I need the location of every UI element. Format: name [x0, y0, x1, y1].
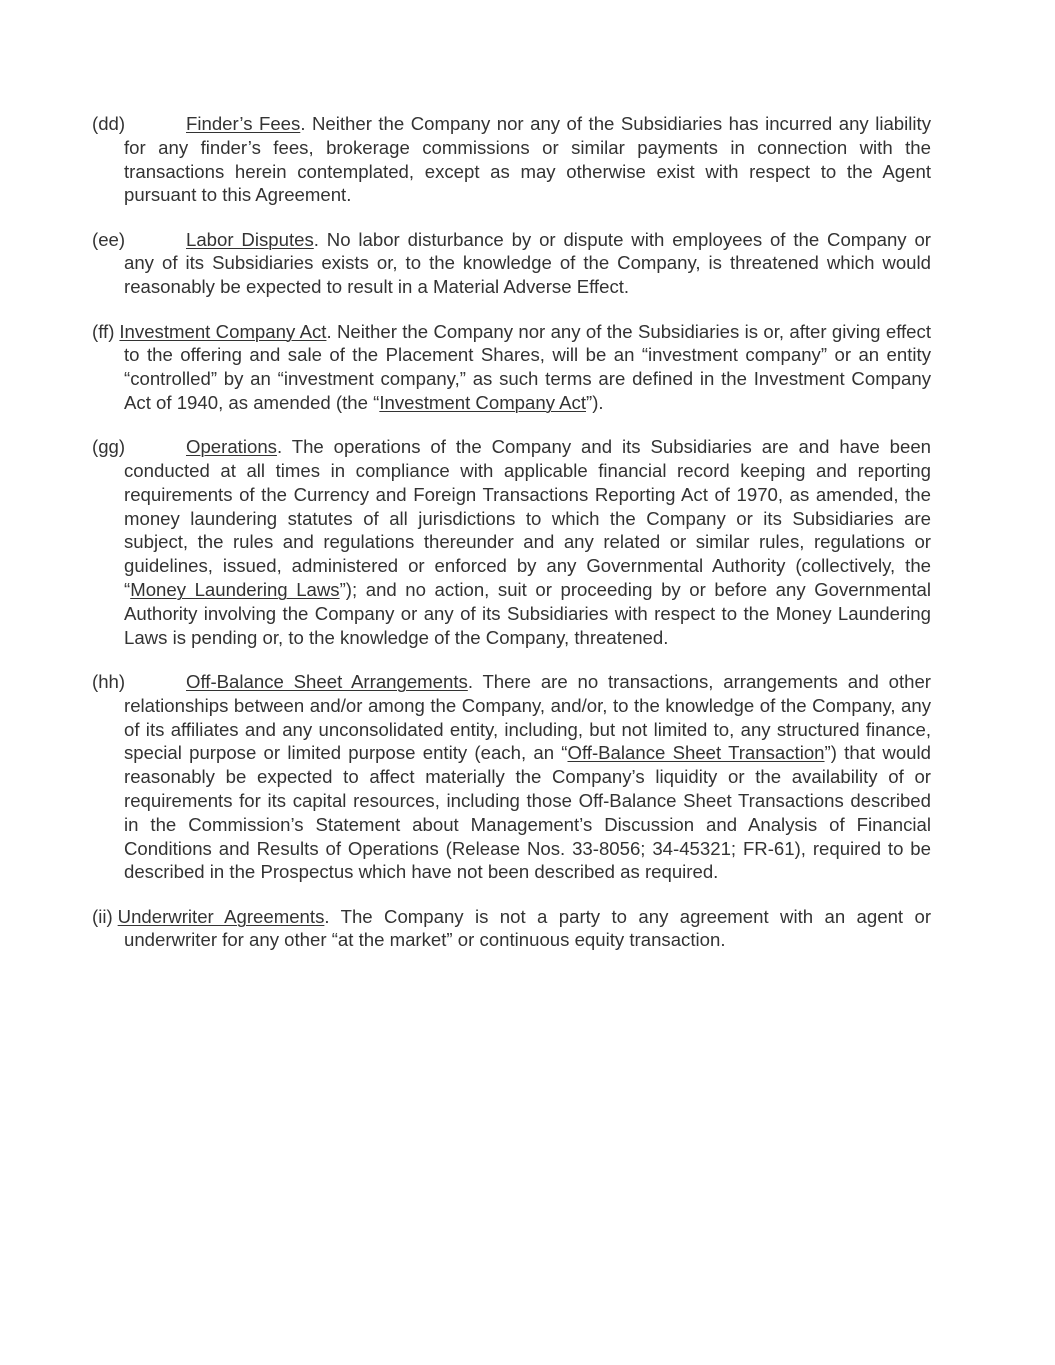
section-label: (dd) [92, 113, 126, 134]
section-text: . The Company is not a party to any agreement with an agent or underwriter for any other “at the market” or continuous equity transaction. [124, 905, 932, 951]
section-heading: Underwriter Agreements [117, 905, 325, 927]
section-heading: Labor Disputes [186, 228, 314, 250]
section-heading: Off-Balance Sheet Arrangements [186, 670, 468, 692]
section-text: . The operations of the Company and its Subsidiaries are and have been conducted at all times in compliance with applicable financial record keeping and reporting requirements of the Currency and Foreign Transactions Reporting Act of 1970, as amended, the money laundering statutes of all jurisdictions to which the Company or its Subsidiaries are subject, the rules and regulations thereunder and any related or similar rules, regulations or guidelines, issued, administered or enforced by any Governmental Authority (collectively, the “ [124, 436, 931, 601]
defined-term: Investment Company Act [379, 391, 587, 413]
document-body [92, 112, 931, 973]
section-label: (gg) [92, 436, 126, 458]
defined-term: Off-Balance Sheet Transaction [567, 742, 825, 764]
section-heading: Finder’s Fees [186, 113, 301, 134]
section-text-end: ”) that would reasonably be expected to affect materially the Company’s liquidity or the availability of or requirements for its capital resources, including those Off-Balance Sheet Transactions described in the Commission’s Statement about Management’s Discussion and Analysis of Financial Conditions and Results of Operations (Release Nos. 33-8056; 34-45321; FR-61), required to be described in the Prospectus which have not been described as required. [124, 742, 931, 883]
section-ff [92, 320, 931, 415]
section-text: . No labor disturbance by or dispute with employees of the Company or any of its Subsidiaries exists or, to the knowledge of the Company, is threatened which would reasonably be expected to result in a Material Adverse Effect. [124, 228, 931, 298]
section-heading: Investment Company Act [119, 320, 327, 342]
section-text: . There are no transactions, arrangements and other relationships between and/or among the Company, and/or, to the knowledge of the Company, any of its affiliates and any unconsolidated entity, including, but not limited to, any structured finance, special purpose or limited purpose entity (each, an “ [124, 670, 931, 764]
section-text-end: ”); and no action, suit or proceeding by or before any Governmental Authority involving the Company or any of its Subsidiaries with respect to the Money Laundering Laws is pending or, to the knowledge of the Company, threatened. [124, 579, 931, 648]
section-label: (hh) [92, 670, 126, 692]
section-text: . Neither the Company nor any of the Subsidiaries has incurred any liability for any finder’s fees, brokerage commissions or similar payments in connection with the transactions herein contemplated, except as may otherwise exist with respect to the Agent pursuant to this Agreement. [124, 113, 931, 206]
section-text-end: ”). [586, 391, 604, 413]
defined-term: Money Laundering Laws [130, 579, 340, 601]
section-label: (ff) [92, 320, 115, 342]
section-dd [92, 112, 931, 207]
section-heading: Operations [186, 436, 277, 458]
section-ee [92, 228, 931, 299]
section-label: (ii) [92, 905, 113, 927]
section-text: . Neither the Company nor any of the Subsidiaries is or, after giving effect to the offering and sale of the Placement Shares, will be an “investment company” or an entity “controlled” by an “investment company,” as such terms are defined in the Investment Company Act of 1940, as amended (the “ [124, 320, 931, 413]
section-ii [92, 905, 931, 953]
section-gg [92, 435, 931, 649]
section-label: (ee) [92, 228, 126, 250]
section-hh [92, 670, 931, 884]
